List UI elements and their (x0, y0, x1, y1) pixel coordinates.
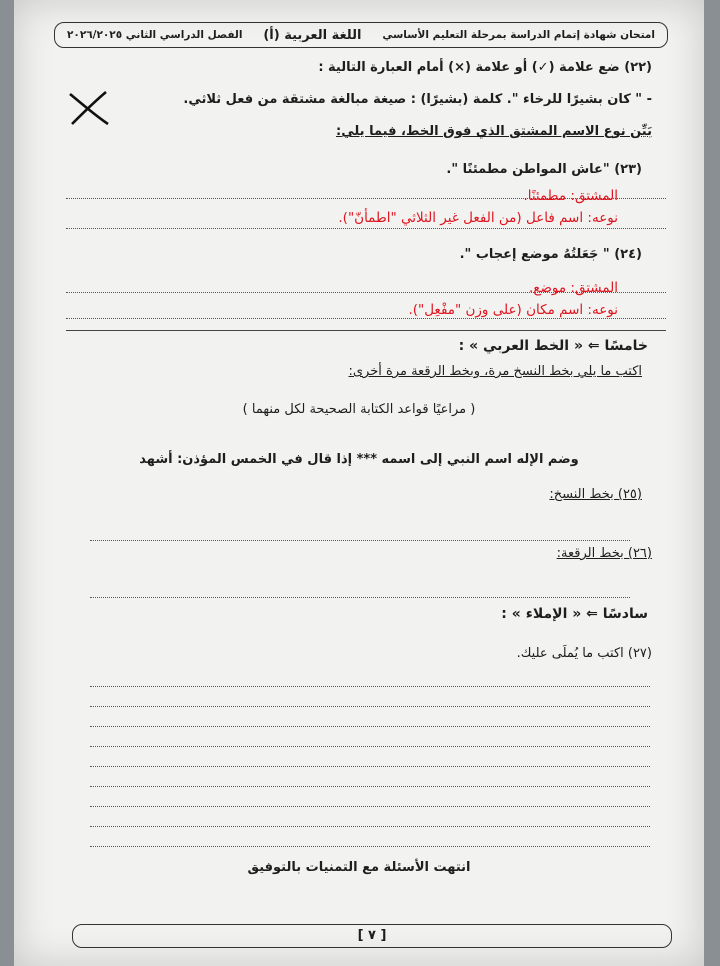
closing-text: انتهت الأسئلة مع التمنيات بالتوفيق (247, 860, 471, 875)
section-divider (66, 330, 666, 331)
answer-line (90, 597, 630, 598)
q22-instruction: (٢٢) ضع علامة (✓) أو علامة (×) أمام العبارة التالية : (318, 60, 652, 75)
dictation-line (90, 786, 650, 787)
dictation-line (90, 706, 650, 707)
q23-answer-derivative: المشتق: مطمئنًا. (523, 188, 618, 204)
cross-mark-icon (66, 88, 112, 128)
q23-intro: بَيِّن نوع الاسم المشتق الذي فوق الخط، فيما يلي: (336, 124, 652, 139)
page-header (54, 22, 668, 48)
exam-page (14, 0, 704, 966)
verse-text: وضم الإله اسم النبي إلى اسمه *** إذا قال في الخمس المؤذن: أشهد (139, 452, 579, 467)
q25-label: (٢٥) بخط النسخ: (549, 487, 642, 502)
q23-answer-type: نوعه: اسم فاعل (من الفعل غير الثلاثي "اطمأنّ"). (338, 210, 618, 226)
dictation-line (90, 746, 650, 747)
q26-label: (٢٦) بخط الرقعة: (556, 546, 652, 561)
dictation-line (90, 686, 650, 687)
answer-line (90, 540, 630, 541)
answer-line (66, 228, 666, 229)
section6-title: سادسًا ⇐ « الإملاء » : (501, 606, 648, 622)
section5-title: خامسًا ⇐ « الخط العربي » : (458, 338, 648, 354)
dictation-line (90, 766, 650, 767)
section5-instruction: اكتب ما يلي بخط النسخ مرة، وبخط الرقعة مرة أخرى: (348, 364, 642, 379)
q24-answer-type: نوعه: اسم مكان (على وزن "مفْعِل"). (408, 302, 618, 318)
page-number: [ ٧ ] (72, 924, 672, 948)
answer-line (66, 292, 666, 293)
q24-answer-derivative: المشتق: موضع. (528, 280, 618, 296)
answer-line (66, 198, 666, 199)
q22-statement: - " كان بشيرًا للرخاء ". كلمة (بشيرًا) : صيغة مبالغة مشتقة من فعل ثلاثي. (183, 92, 652, 107)
section5-note: ( مراعيًا قواعد الكتابة الصحيحة لكل منهما ) (242, 402, 476, 417)
exam-title: امتحان شهادة إتمام الدراسة بمرحلة التعليم الأساسي (382, 29, 655, 41)
q27-label: (٢٧) اكتب ما يُملَى عليك. (516, 646, 652, 661)
q24-text: (٢٤) " جَعَلتُهُ موضع إعجاب ". (459, 247, 642, 262)
subject-title: اللغة العربية (أ) (263, 27, 362, 43)
answer-line (66, 318, 666, 319)
q23-text: (٢٣) "عاش المواطن مطمئنًا ". (446, 162, 642, 177)
dictation-line (90, 726, 650, 727)
dictation-line (90, 826, 650, 827)
dictation-line (90, 846, 650, 847)
dictation-line (90, 806, 650, 807)
term-label: الفصل الدراسي الثاني ٢٠٢٦/٢٠٢٥ (67, 29, 243, 41)
